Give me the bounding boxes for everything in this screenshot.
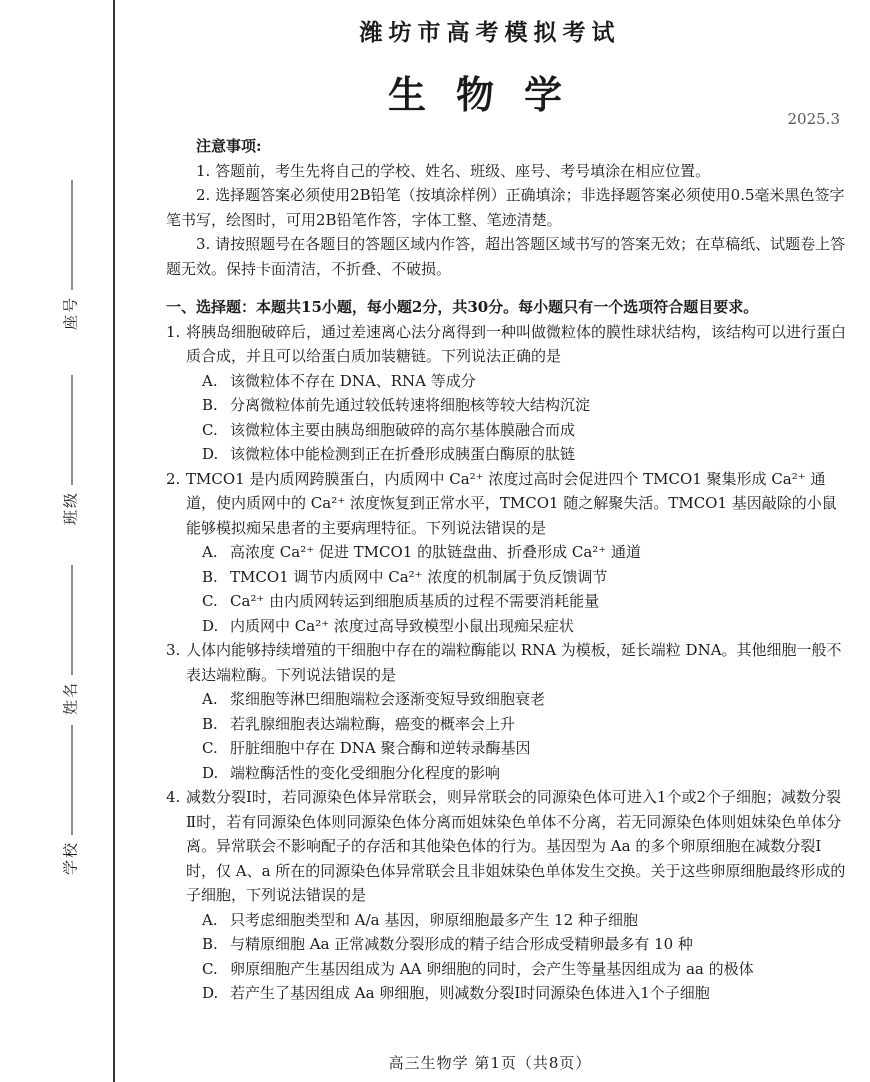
seat-number-label: 座号 (61, 295, 80, 331)
question-4 (166, 785, 846, 1006)
notice-line: 3. 请按照题号在各题目的答题区域内作答，超出答题区域书写的答案无效；在草稿纸、试题卷上答题无效。保持卡面清洁，不折叠、不破损。 (166, 235, 846, 278)
option-b: B. TMCO1 调节内质网中 Ca²⁺ 浓度的机制属于负反馈调节 (202, 567, 608, 586)
name-label: 姓名 (61, 680, 80, 716)
option-a: A. 只考虑细胞类型和 A/a 基因，卵原细胞最多产生 12 种子细胞 (202, 910, 638, 929)
question-number: 2. (166, 469, 181, 488)
exam-title: 潍坊市高考模拟考试 (359, 19, 621, 46)
class-label: 班级 (61, 490, 80, 526)
seat-number-field (40, 175, 100, 335)
question-2 (166, 467, 846, 639)
question-3 (166, 638, 846, 785)
option-a: A. 浆细胞等淋巴细胞端粒会逐渐变短导致细胞衰老 (202, 690, 546, 708)
question-number: 1. (166, 322, 181, 341)
option-b: B. 分离微粒体前先通过较低转速将细胞核等较大结构沉淀 (202, 396, 591, 414)
option-a: A. 该微粒体不存在 DNA、RNA 等成分 (202, 371, 476, 390)
question-number: 4. (166, 788, 181, 806)
seat-number-blank (71, 180, 72, 290)
school-blank (71, 725, 72, 835)
option-d: D. 若产生了基因组成 Aa 卵细胞，则减数分裂Ⅰ时同源染色体进入1个子细胞 (202, 984, 710, 1002)
section-heading: 一、选择题：本题共15小题，每小题2分，共30分。每小题只有一个选项符合题目要求。 (166, 298, 759, 316)
question-stem: 减数分裂Ⅰ时，若同源染色体异常联会，则异常联会的同源染色体可进入1个或2个子细胞；减数分裂Ⅱ时，若有同源染色体则同源染色体分离而姐妹染色单体不分离，若无同源染色体则姐妹染色单体分离。异常联会不影响配子的存活和其他染色体的行为。基因型为 Aa 的多个卵原细胞在减数分裂Ⅰ时，仅 A、a 所在的同源染色体异常联会且非姐妹染色单体发生交换。关于这些卵原细胞最终形成的子细胞，下列说法错误的是 (186, 788, 846, 904)
binding-line (113, 0, 115, 1082)
question-number: 3. (166, 641, 181, 659)
class-blank (71, 375, 72, 485)
question-stem: TMCO1 是内质网跨膜蛋白，内质网中 Ca²⁺ 浓度过高时会促进四个 TMCO1 聚集形成 Ca²⁺ 通道，使内质网中的 Ca²⁺ 浓度恢复到正常水平，TMCO1 随之解聚失活。TMCO1 基因敲除的小鼠能够模拟痴呆患者的主要病理特征。下列说法错误的是 (186, 469, 837, 537)
option-c: C. 卵原细胞产生基因组成为 AA 卵细胞的同时，会产生等量基因组成为 aa 的极体 (202, 959, 754, 978)
exam-date: 2025.3 (787, 110, 840, 128)
subject-title: 生物学 (387, 72, 592, 117)
school-label: 学校 (61, 840, 80, 876)
option-b: B. 与精原细胞 Aa 正常减数分裂形成的精子结合形成受精卵最多有 10 种 (202, 935, 693, 953)
notice-line: 2. 选择题答案必须使用2B铅笔（按填涂样例）正确填涂；非选择题答案必须使用0.5毫米黑色签字笔书写，绘图时，可用2B铅笔作答，字体工整、笔迹清楚。 (166, 186, 845, 229)
option-c: C. 该微粒体主要由胰岛细胞破碎的高尔基体膜融合而成 (202, 420, 576, 439)
question-stem: 人体内能够持续增殖的干细胞中存在的端粒酶能以 RNA 为模板，延长端粒 DNA。其他细胞一般不表达端粒酶。下列说法错误的是 (186, 641, 842, 684)
option-b: B. 若乳腺细胞表达端粒酶，癌变的概率会上升 (202, 714, 516, 733)
question-stem: 将胰岛细胞破碎后，通过差速离心法分离得到一种叫做微粒体的膜性球状结构，该结构可以进行蛋白质合成，并且可以给蛋白质加装糖链。下列说法正确的是 (186, 322, 847, 365)
class-field (40, 370, 100, 530)
option-d: D. 该微粒体中能检测到正在折叠形成胰蛋白酶原的肽链 (202, 445, 576, 463)
name-blank (71, 565, 72, 675)
option-c: C. 肝脏细胞中存在 DNA 聚合酶和逆转录酶基因 (202, 739, 531, 757)
option-c: C. Ca²⁺ 由内质网转运到细胞质基质的过程不需要消耗能量 (202, 592, 600, 610)
page-footer: 高三生物学 第1页（共8页） (388, 1054, 592, 1072)
notice-title: 注意事项: (196, 137, 262, 155)
notice-line: 1. 答题前，考生先将自己的学校、姓名、班级、座号、考号填涂在相应位置。 (196, 161, 711, 180)
name-field (40, 560, 100, 720)
question-1 (166, 320, 846, 467)
option-d: D. 内质网中 Ca²⁺ 浓度过高导致模型小鼠出现痴呆症状 (202, 616, 574, 635)
option-d: D. 端粒酶活性的变化受细胞分化程度的影响 (202, 763, 501, 782)
option-a: A. 高浓度 Ca²⁺ 促进 TMCO1 的肽链盘曲、折叠形成 Ca²⁺ 通道 (202, 543, 641, 561)
paper-body (166, 134, 846, 1006)
school-field (40, 720, 100, 880)
